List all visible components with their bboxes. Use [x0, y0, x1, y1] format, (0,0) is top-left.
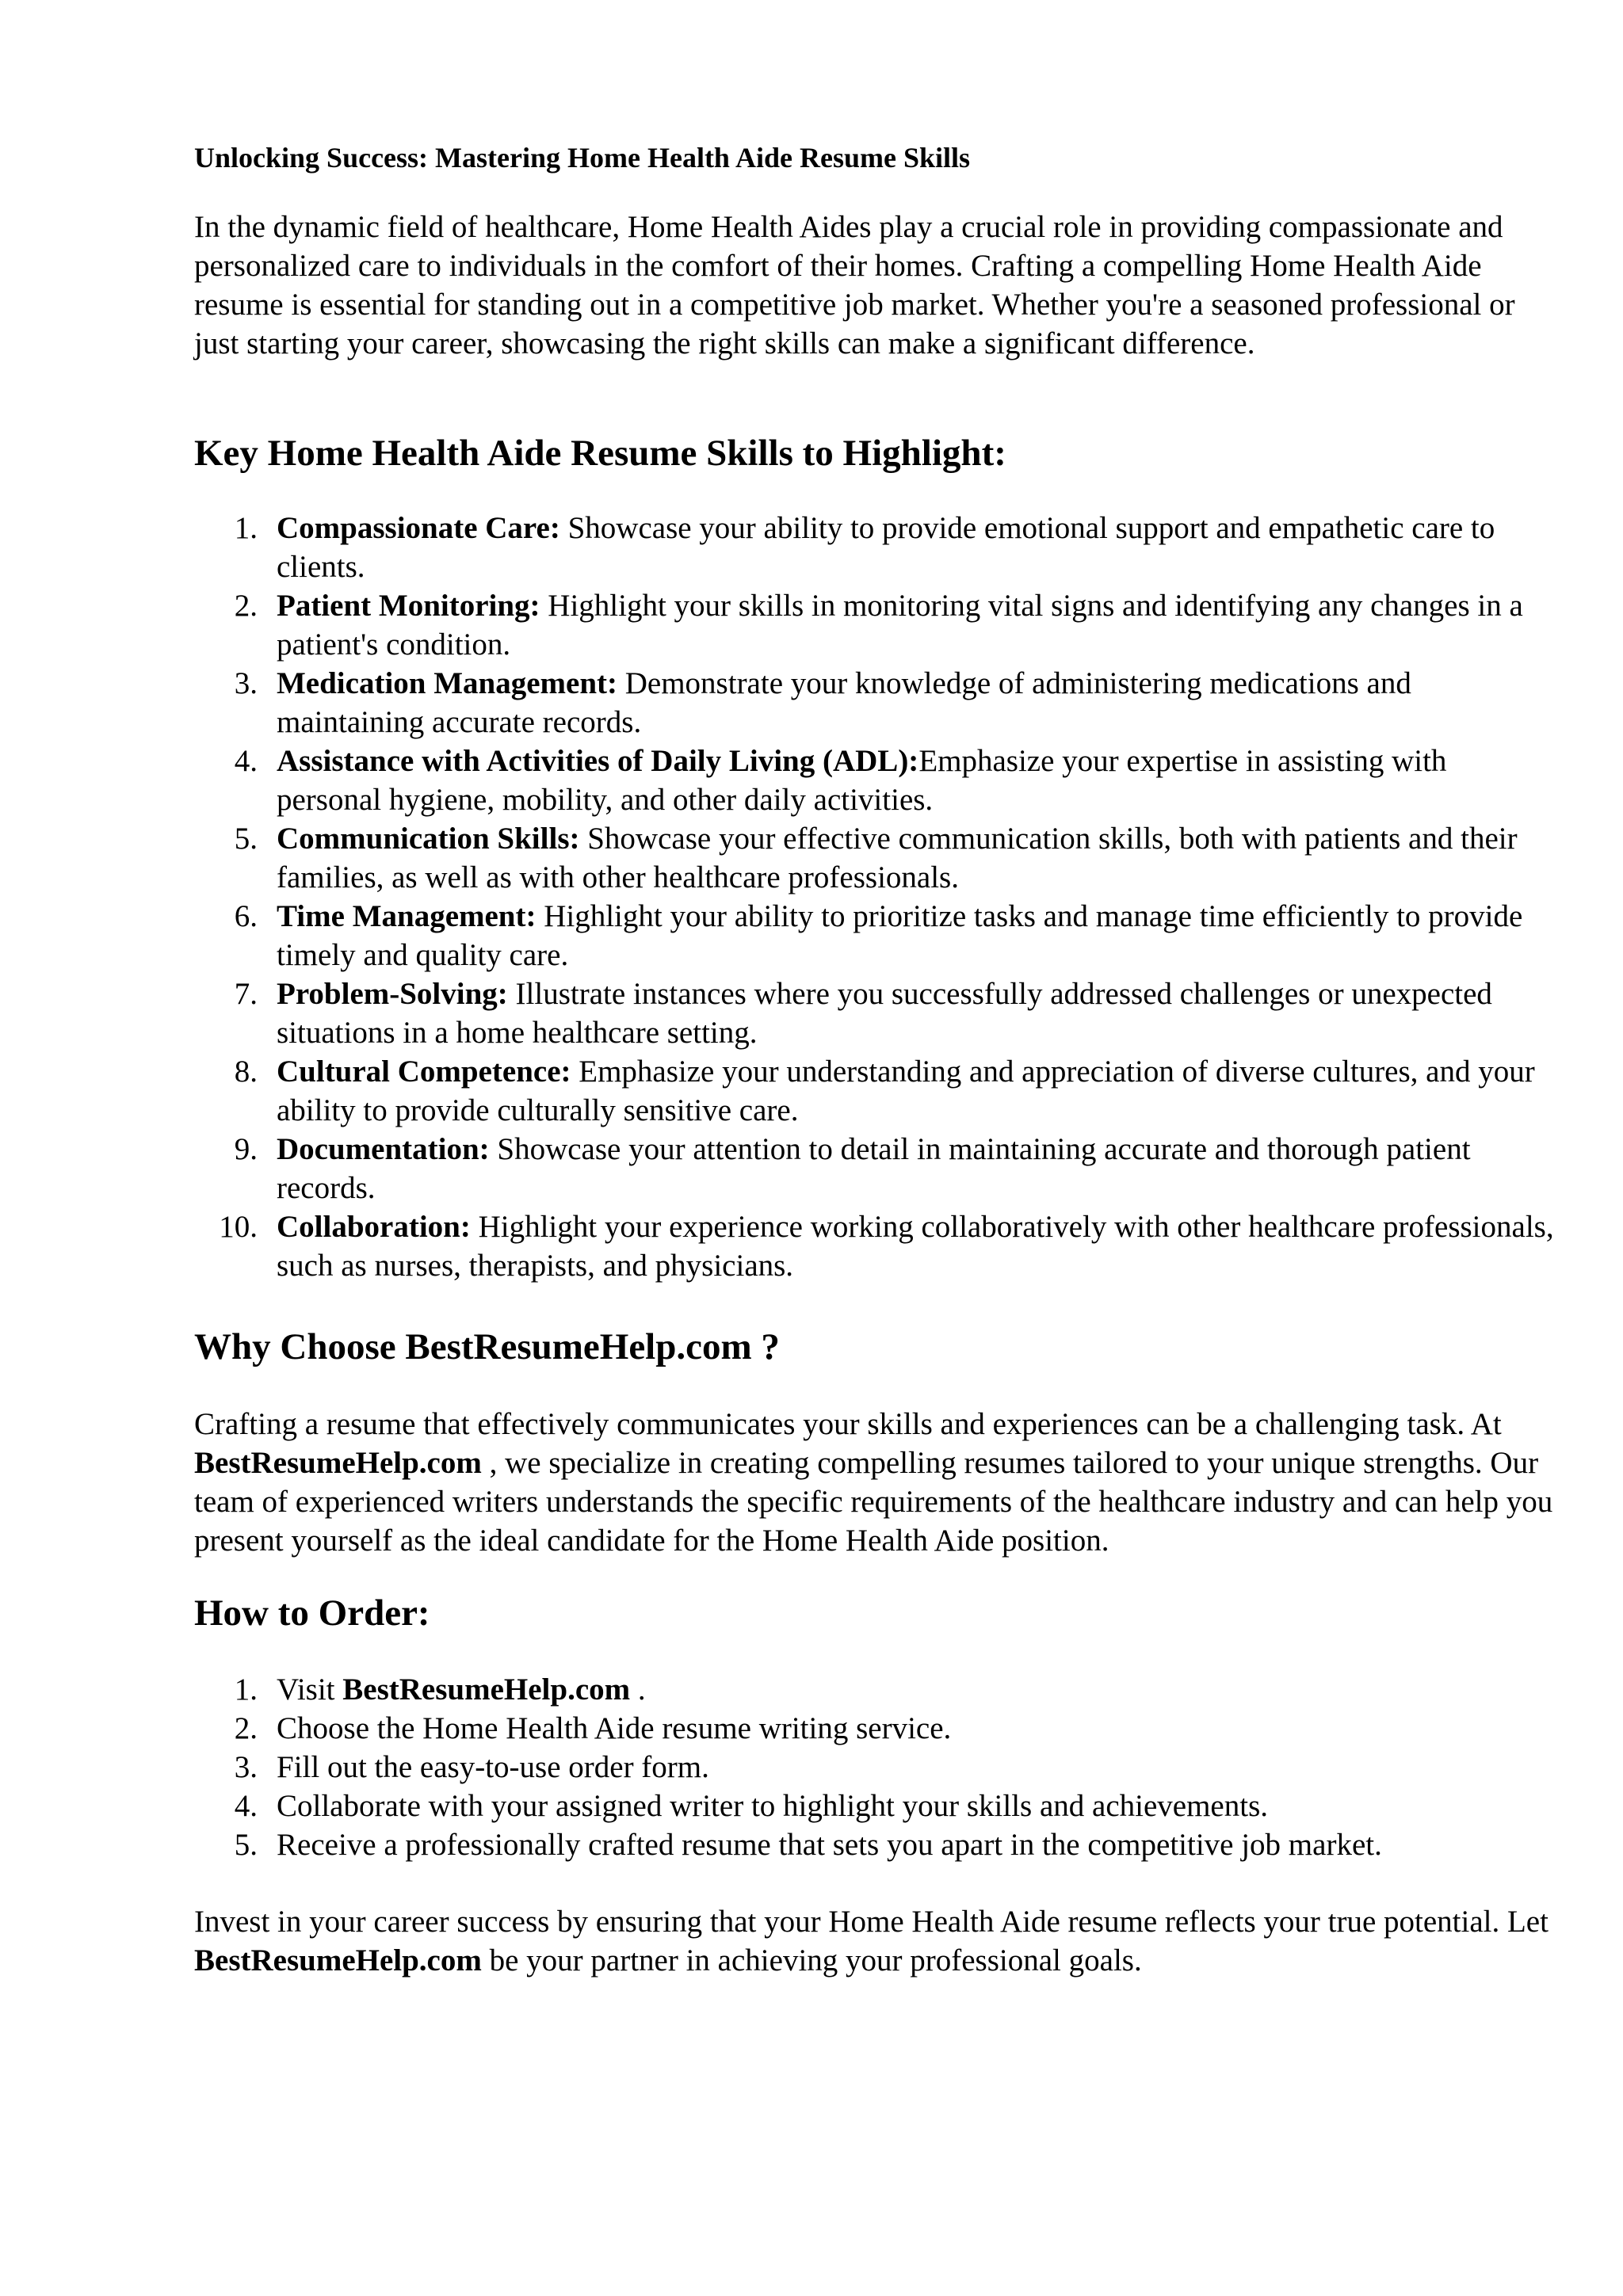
- skill-number: 7.: [234, 977, 258, 1011]
- skill-term: Medication Management:: [277, 666, 617, 700]
- closing-text-after: be your partner in achieving your professional goals.: [481, 1943, 1142, 1978]
- order-steps-list: [194, 1670, 1382, 1864]
- skill-term: Communication Skills:: [277, 822, 580, 856]
- skills-list: [194, 509, 1557, 1285]
- closing-text-before: Invest in your career success by ensuring that your Home Health Aide resume reflects your true potential. Let: [194, 1905, 1549, 1939]
- closing-paragraph: [194, 1902, 1557, 1980]
- order-heading: How to Order:: [194, 1592, 430, 1634]
- order-step: [194, 1825, 1382, 1864]
- skill-number: 8.: [234, 1055, 258, 1089]
- skill-item: [194, 1052, 1557, 1130]
- order-step: [194, 1748, 1382, 1787]
- skill-item: [194, 974, 1557, 1052]
- skill-description: Illustrate instances where you successfully addressed challenges or unexpected situations in a home healthcare setting.: [277, 977, 1492, 1050]
- skill-item: [194, 1207, 1557, 1285]
- skill-description: Highlight your skills in monitoring vital signs and identifying any changes in a patient's condition.: [277, 589, 1523, 662]
- skill-term: Documentation:: [277, 1132, 490, 1166]
- skill-item: [194, 1130, 1557, 1207]
- order-step-text-after: .: [630, 1672, 646, 1707]
- why-text-before: Crafting a resume that effectively communicates your skills and experiences can be a challenging task. At: [194, 1407, 1502, 1441]
- skill-item: [194, 819, 1557, 897]
- skills-heading: Key Home Health Aide Resume Skills to Highlight:: [194, 433, 1006, 474]
- skill-item: [194, 586, 1557, 664]
- skill-term: Patient Monitoring:: [277, 589, 540, 623]
- order-step-brand: BestResumeHelp.com: [342, 1672, 631, 1707]
- order-step-number: 3.: [234, 1750, 258, 1784]
- skill-item: [194, 742, 1557, 819]
- order-step-text-before: Visit: [277, 1672, 343, 1707]
- order-step: [194, 1709, 1382, 1748]
- skill-number: 10.: [219, 1210, 258, 1244]
- skill-item: [194, 664, 1557, 742]
- order-step-number: 1.: [234, 1672, 258, 1707]
- why-heading: Why Choose BestResumeHelp.com ?: [194, 1326, 780, 1367]
- skill-term: Cultural Competence:: [277, 1055, 571, 1089]
- order-step-text: Receive a professionally crafted resume that sets you apart in the competitive job market.: [277, 1828, 1382, 1862]
- order-step-text: Choose the Home Health Aide resume writing service.: [277, 1711, 952, 1745]
- document-title: Unlocking Success: Mastering Home Health Aide Resume Skills: [194, 142, 970, 174]
- skill-description: Highlight your experience working collaboratively with other healthcare professionals, such as nurses, therapists, and physicians.: [277, 1210, 1554, 1283]
- why-text-after: , we specialize in creating compelling resumes tailored to your unique strengths. Our team of experienced writers understands the specific requirements of the healthcare industry and can help you present yourself as the ideal candidate for the Home Health Aide position.: [194, 1446, 1553, 1558]
- closing-brand: BestResumeHelp.com: [194, 1943, 482, 1978]
- skill-description: Demonstrate your knowledge of administering medications and maintaining accurate records.: [277, 666, 1411, 739]
- order-step: [194, 1787, 1382, 1825]
- skill-number: 1.: [234, 511, 258, 545]
- skill-number: 3.: [234, 666, 258, 700]
- skill-number: 5.: [234, 822, 258, 856]
- skill-description: Showcase your attention to detail in maintaining accurate and thorough patient records.: [277, 1132, 1471, 1205]
- skill-term: Compassionate Care:: [277, 511, 560, 545]
- skill-number: 6.: [234, 899, 258, 933]
- order-step: [194, 1670, 1382, 1709]
- why-paragraph: [194, 1405, 1557, 1560]
- intro-paragraph: In the dynamic field of healthcare, Home Health Aides play a crucial role in providing compassionate and personalized care to individuals in the comfort of their homes. Crafting a compelling Home Health Aide resume is essential for standing out in a competitive job market. Whether you're a seasoned professional or just starting your career, showcasing the right skills can make a significant difference.: [194, 210, 1515, 360]
- skill-description: Emphasize your understanding and appreciation of diverse cultures, and your ability to provide culturally sensitive care.: [277, 1055, 1535, 1127]
- skill-description: Highlight your ability to prioritize tasks and manage time efficiently to provide timely and quality care.: [277, 899, 1523, 972]
- skill-term: Assistance with Activities of Daily Living (ADL):: [277, 744, 919, 778]
- order-step-number: 4.: [234, 1789, 258, 1823]
- skill-number: 9.: [234, 1132, 258, 1166]
- skill-description: Showcase your ability to provide emotional support and empathetic care to clients.: [277, 511, 1495, 584]
- skill-term: Time Management:: [277, 899, 537, 933]
- order-step-number: 2.: [234, 1711, 258, 1745]
- skill-item: [194, 509, 1557, 586]
- skill-term: Collaboration:: [277, 1210, 471, 1244]
- skill-term: Problem-Solving:: [277, 977, 508, 1011]
- skill-number: 4.: [234, 744, 258, 778]
- order-step-text: Collaborate with your assigned writer to highlight your skills and achievements.: [277, 1789, 1269, 1823]
- skill-description: Showcase your effective communication skills, both with patients and their families, as well as with other healthcare professionals.: [277, 822, 1518, 894]
- skill-number: 2.: [234, 589, 258, 623]
- why-brand: BestResumeHelp.com: [194, 1446, 482, 1480]
- skill-description: Emphasize your expertise in assisting with personal hygiene, mobility, and other daily activities.: [277, 744, 1447, 817]
- skill-item: [194, 897, 1557, 974]
- order-step-text: Fill out the easy-to-use order form.: [277, 1750, 709, 1784]
- order-step-number: 5.: [234, 1828, 258, 1862]
